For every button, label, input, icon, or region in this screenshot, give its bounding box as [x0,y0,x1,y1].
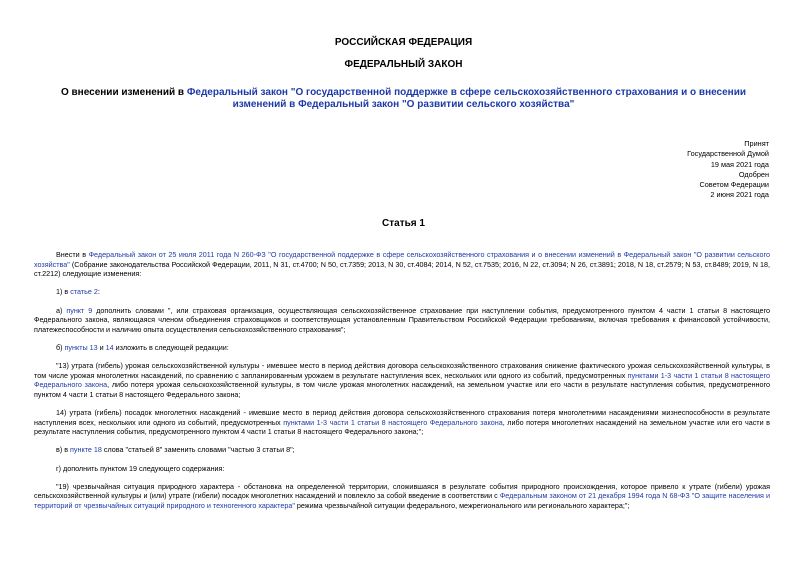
paragraph-b [34,343,770,353]
article-title: Статья 1 [382,218,425,229]
items-1-3-link[interactable]: пунктами 1-3 части 1 статьи 8 настоящего Федерального закона [283,417,503,427]
law-title [60,87,747,111]
text: а) [56,305,67,315]
paragraph-g [34,464,770,474]
paragraph-13 [34,361,770,399]
text: 1) в [56,287,71,297]
text: в) в [56,445,71,455]
paragraph-v [34,445,770,455]
adoption-line-council: Советом Федерации [699,180,769,190]
text: Внести в [56,250,89,259]
paragraph-19 [34,482,770,511]
text: , либо потеря урожая сельскохозяйственной культуры, в том числе урожая многолетних насаждений, на земельном участке или его части в результате наступления события, предусмотренного пунктом 4 части 1 статьи 8 настоящего Федерального закона; [34,380,770,399]
items-1-3-link[interactable]: пунктами 1-3 части 1 статьи 8 настоящего Федерального закона [34,370,770,390]
adoption-line-duma-date: 19 мая 2021 года [710,159,769,169]
paragraph-14 [34,408,770,437]
text: , либо потеря многолетних насаждений на земельном участке или его части в результате наступления события, предусмотренного пунктом 4 части 1 статьи 8 настоящего Федерального закона;"; [34,417,770,437]
text: режима чрезвычайной ситуации федерального, межрегионального или регионального характера;"; [294,501,630,511]
doc-type-heading: ФЕДЕРАЛЬНЫЙ ЗАКОН [344,59,463,70]
text: "19) чрезвычайная ситуация природного характера - обстановка на определенной территории, сложившаяся в результате события природного происхождения, которое привело к утрате (гибели) урожая сельскохозяйственной культуры и (или) утрате (гибели) посадок многолетних насаждений и повлекло за собой введение в соответствии с [34,481,770,501]
adoption-line-duma: Государственной Думой [687,149,769,159]
text: : [97,287,100,297]
text: изложить в следующей редакции: [113,342,229,352]
adoption-block [569,139,769,201]
text: б) [56,342,65,352]
paragraph-intro [34,250,770,279]
items-13-link[interactable]: пункты 13 [64,342,98,352]
law-title-link[interactable]: Федеральный закон "О государственной поддержке в сфере сельскохозяйственного страхования и о внесении изменений в Федеральный закон "О развитии сельского хозяйства" [186,87,747,110]
adoption-line-approved: Одобрен [738,169,769,179]
article-2-link[interactable]: статье 2 [70,287,98,297]
paragraph-1 [34,287,770,297]
text: 14) утрата (гибель) посадок многолетних насаждений - имевшие место в период действия договора сельскохозяйственного страхования потеря многолетними насаждениями жизнеспособности в результате наступления всех, нескольких или одного из событий, предусмотренных [34,408,770,427]
law-title-prefix: О внесении изменений в [60,87,187,98]
adoption-line-adopted: Принят [744,139,769,148]
law-68-fz-link[interactable]: Федеральным законом от 21 декабря 1994 года N 68-ФЗ "О защите населения и территорий от чрезвычайных ситуаций природного и техногенного характера" [34,491,770,511]
item-9-link[interactable]: пункт 9 [66,305,93,315]
text: г) дополнить пунктом 19 следующего содержания: [56,463,225,473]
item-14-link[interactable]: 14 [105,342,114,352]
item-18-link[interactable]: пункте 18 [70,445,102,455]
country-heading: РОССИЙСКАЯ ФЕДЕРАЦИЯ [334,37,473,48]
adoption-line-council-date: 2 июня 2021 года [710,190,769,200]
law-link[interactable]: Федеральный закон от 25 июля 2011 года N 260-ФЗ "О государственной поддержке в сфере сельскохозяйственного страхования и о внесении изменений в Федеральный закон "О развитии сельского хозяйства" [34,250,770,269]
text: слова "статьей 8" заменить словами "частью 3 статьи 8"; [101,445,295,455]
text: дополнить словами ", или страховая организация, осуществляющая сельскохозяйственное страхование при наступлении события, предусмотренного пунктом 4 части 1 статьи 8 настоящего Федерального закона, являющаяся членом объединения страховщиков и соответствующая установленным Правительством Российской Федерации требованиям, включая требования к финансовой устойчивости, платежеспособности и наличию опыта осуществления сельскохозяйственного страхования"; [34,305,770,334]
article-body [34,250,770,519]
text: "13) утрата (гибель) урожая сельскохозяйственной культуры - имевшее место в период действия договора сельскохозяйственного страхования снижение фактического урожая сельскохозяйственной культуры, в том числе урожая многолетних насаждений, по сравнению с запланированным урожаем в результате наступления всех, нескольких или одного из событий, предусмотренных [34,361,770,380]
text: (Собрание законодательства Российской Федерации, 2011, N 31, ст.4700; N 50, ст.7359; 2013, N 30, ст.4084; 2014, N 52, ст.7535; 2016, N 22, ст.3094; N 26, ст.3891; 2018, N 18, ст.2579; N 53, ст.8489; 2019, N 18, ст.2212) следующие изменения: [34,259,770,279]
paragraph-a [34,306,770,335]
text: и [97,342,106,352]
